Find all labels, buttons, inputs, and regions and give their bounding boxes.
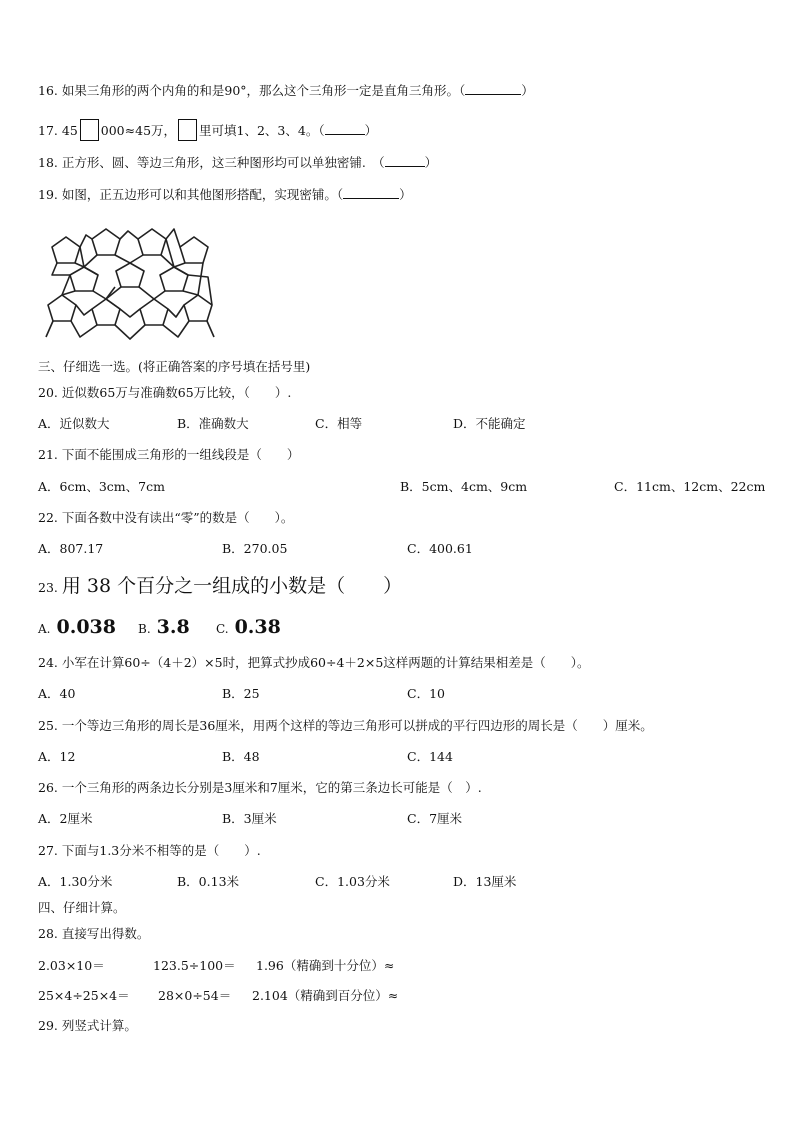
question-number: 16.: [38, 83, 58, 98]
option-a[interactable]: A. 0.038: [38, 616, 116, 638]
question-20: [38, 385, 291, 401]
question-number: 18.: [38, 155, 58, 170]
question-25: [38, 718, 653, 734]
fill-box[interactable]: [178, 119, 197, 141]
pentagon-shape: [138, 229, 166, 255]
pentagon-shape: [116, 263, 144, 287]
option-a[interactable]: A．6cm、3cm、7cm: [38, 479, 165, 494]
star-shape: [93, 287, 115, 299]
option-c[interactable]: C．400.61: [407, 541, 473, 556]
pentagon-shape: [70, 267, 98, 291]
question-18: 18. 正方形、圆、等边三角形，这三种图形均可以单独密铺. （ ）: [38, 155, 438, 170]
option-c[interactable]: C．11cm、12cm、22cm: [614, 479, 766, 494]
answer-blank[interactable]: [343, 198, 399, 199]
option-a[interactable]: A．12: [38, 749, 76, 764]
question-text: 下面各数中没有读出“零”的数是（ ）。: [61, 510, 294, 525]
option-c[interactable]: C．10: [407, 686, 445, 701]
option-b[interactable]: B．270.05: [222, 541, 288, 556]
question-number: 21.: [38, 447, 58, 462]
option-b[interactable]: B．5cm、4cm、9cm: [400, 479, 528, 494]
question-22: [38, 510, 293, 526]
answer-blank[interactable]: [325, 134, 365, 135]
section-4-heading: 四、仔细计算。: [38, 900, 126, 915]
question-text: 用 38 个百分之一组成的小数是（ ）: [61, 575, 403, 597]
question-number: 17.: [38, 123, 58, 138]
star-shape: [120, 309, 140, 317]
star-shape: [161, 239, 174, 267]
option-c[interactable]: C．相等: [315, 416, 363, 431]
question-number: 20.: [38, 385, 58, 400]
question-number: 23.: [38, 580, 58, 595]
question-number: 24.: [38, 655, 58, 670]
star-shape: [52, 263, 70, 275]
question-16: 16. 如果三角形的两个内角的和是90°，那么这个三角形一定是直角三角形。（ ）: [38, 83, 534, 98]
section-3-heading: 三、仔细选一选。(将正确答案的序号填在括号里): [38, 359, 311, 374]
option-b[interactable]: B．准确数大: [177, 416, 249, 431]
star-shape: [168, 305, 184, 317]
question-text: 列竖式计算。: [61, 1018, 137, 1033]
question-27: [38, 843, 261, 859]
option-a[interactable]: A．近似数大: [38, 416, 110, 431]
star-shape: [163, 321, 189, 337]
star-shape: [207, 321, 214, 337]
question-21: [38, 447, 299, 463]
question-text: 直接写出得数。: [61, 926, 150, 941]
question-number: 27.: [38, 843, 58, 858]
option-c[interactable]: C．7厘米: [407, 811, 463, 826]
answer-blank[interactable]: [385, 166, 425, 167]
question-text: 一个等边三角形的周长是36厘米，用两个这样的等边三角形可以拼成的平行四边形的周长是（ ）厘米。: [61, 718, 653, 733]
question-text: 下面与1.3分米不相等的是（ ）.: [61, 843, 261, 858]
star-shape: [115, 255, 143, 263]
question-text: 小军在计算60÷（4＋2）×5时，把算式抄成60÷4＋2×5这样两题的计算结果相差是（ ）。: [61, 655, 590, 670]
question-number: 25.: [38, 718, 58, 733]
option-b[interactable]: B．0.13米: [177, 874, 240, 889]
option-c[interactable]: C. 0.38: [216, 616, 281, 638]
answer-blank[interactable]: [465, 94, 521, 95]
star-shape: [71, 321, 97, 337]
star-shape: [115, 325, 145, 339]
calc-item: 2.104（精确到百分位）≈: [252, 988, 399, 1003]
star-shape: [139, 287, 165, 299]
calc-item: 123.5÷100＝: [153, 958, 236, 973]
option-b[interactable]: B．25: [222, 686, 260, 701]
question-text: 如果三角形的两个内角的和是90°，那么这个三角形一定是直角三角形。（: [61, 83, 466, 98]
question-28: [38, 926, 149, 942]
question-number: 19.: [38, 187, 58, 202]
question-text: 近似数65万与准确数65万比较，（ ）.: [61, 385, 292, 400]
pentagon-shape: [92, 299, 120, 325]
option-a[interactable]: A．40: [38, 686, 76, 701]
calc-item: 28×0÷54＝: [158, 988, 232, 1003]
star-shape: [84, 255, 98, 275]
fill-box[interactable]: [80, 119, 99, 141]
pentagon-shape: [48, 295, 76, 321]
option-d[interactable]: D．13厘米: [453, 874, 517, 889]
option-a[interactable]: A．1.30分米: [38, 874, 113, 889]
pentagon-shape: [184, 295, 212, 321]
pentagon-shape: [52, 237, 80, 263]
question-19: 19. 如图，正五边形可以和其他图形搭配，实现密铺。（ ）: [38, 187, 412, 202]
question-number: 28.: [38, 926, 58, 941]
question-24: [38, 655, 590, 671]
option-a[interactable]: A．807.17: [38, 541, 104, 556]
option-b[interactable]: B．48: [222, 749, 260, 764]
star-shape: [80, 235, 92, 247]
option-b[interactable]: B. 3.8: [138, 616, 190, 638]
question-number: 29.: [38, 1018, 58, 1033]
question-number: 26.: [38, 780, 58, 795]
star-shape: [174, 263, 188, 275]
calc-item: 25×4÷25×4＝: [38, 988, 130, 1003]
option-c[interactable]: C．1.03分米: [315, 874, 390, 889]
calc-item: 1.96（精确到十分位）≈: [256, 958, 395, 973]
question-number: 22.: [38, 510, 58, 525]
question-text: 正方形、圆、等边三角形，这三种图形均可以单独密铺. （: [61, 155, 385, 170]
star-shape: [46, 321, 53, 337]
option-d[interactable]: D．不能确定: [453, 416, 526, 431]
pentagon-tessellation-figure: [44, 225, 216, 341]
pentagon-shape: [92, 229, 120, 255]
option-a[interactable]: A．2厘米: [38, 811, 93, 826]
pentagon-shape: [180, 237, 208, 263]
calc-item: 2.03×10＝: [38, 958, 105, 973]
question-23: [38, 574, 402, 600]
option-c[interactable]: C．144: [407, 749, 453, 764]
pentagon-shape: [140, 299, 168, 325]
pentagon-shape: [160, 267, 188, 291]
question-text: 下面不能围成三角形的一组线段是（ ）: [61, 447, 300, 462]
question-text: 一个三角形的两条边长分别是3厘米和7厘米，它的第三条边长可能是（ ）.: [61, 780, 482, 795]
question-26: [38, 780, 482, 796]
question-text: 如图，正五边形可以和其他图形搭配，实现密铺。（: [61, 187, 344, 202]
option-b[interactable]: B．3厘米: [222, 811, 277, 826]
question-29: [38, 1018, 137, 1034]
star-shape: [120, 231, 138, 239]
star-shape: [76, 305, 92, 315]
question-17: 17. 45 000≈45万， 里可填1、2、3、4。（ ）: [38, 119, 377, 141]
